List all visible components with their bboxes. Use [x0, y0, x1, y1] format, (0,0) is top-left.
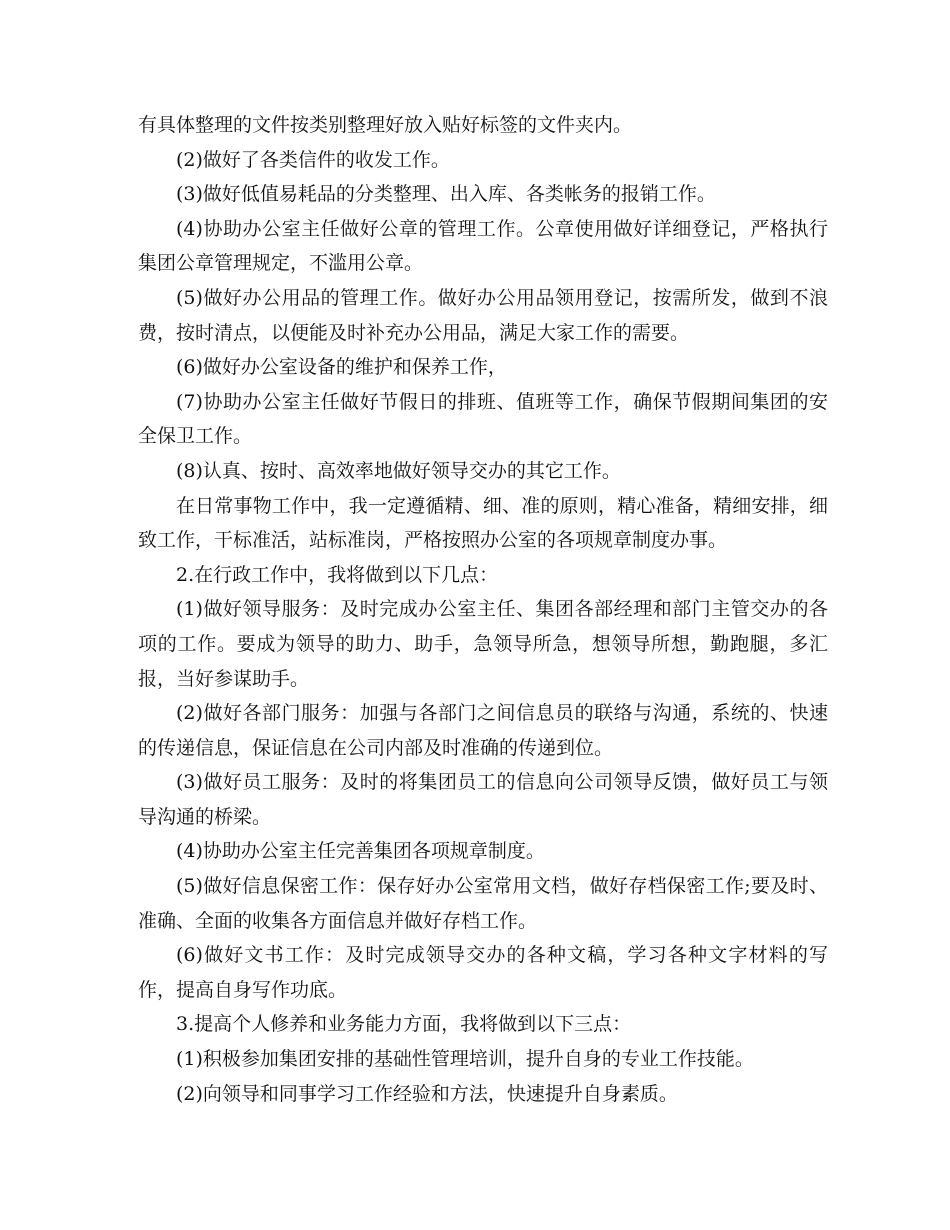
paragraph-12: (2)做好各部门服务：加强与各部门之间信息员的联络与沟通，系统的、快速的传递信息，保证信息在公司内部及时准确的传递到位。: [138, 702, 828, 759]
paragraph-17: 3.提高个人修养和业务能力方面，我将做到以下三点：: [176, 1013, 632, 1036]
paragraph-11: (1)做好领导服务：及时完成办公室主任、集团各部经理和部门主管交办的各项的工作。要成为领导的助力、助手，急领导所急，想领导所想，勤跑腿，多汇报，当好参谋助手。: [138, 598, 828, 690]
paragraph-13: (3)做好员工服务：及时的将集团员工的信息向公司领导反馈，做好员工与领导沟通的桥梁。: [138, 771, 828, 828]
paragraph-4: (4)协助办公室主任做好公章的管理工作。公章使用做好详细登记，严格执行集团公章管理规定，不滥用公章。: [138, 217, 828, 275]
paragraph-3: (3)做好低值易耗品的分类整理、出入库、各类帐务的报销工作。: [176, 183, 716, 206]
paragraph-7: (7)协助办公室主任做好节假日的排班、值班等工作，确保节假期间集团的安全保卫工作。: [138, 390, 828, 448]
paragraph-16: (6)做好文书工作：及时完成领导交办的各种文稿，学习各种文字材料的写作，提高自身写作功底。: [138, 944, 828, 1001]
paragraph-14: (4)协助办公室主任完善集团各项规章制度。: [176, 840, 545, 863]
paragraph-8: (8)认真、按时、高效率地做好领导交办的其它工作。: [176, 459, 621, 482]
document-body: [138, 108, 828, 1111]
paragraph-6: (6)做好办公室设备的维护和保养工作，: [176, 356, 507, 379]
paragraph-15: (5)做好信息保密工作：保存好办公室常用文档，做好存档保密工作;要及时、准确、全面的收集各方面信息并做好存档工作。: [138, 875, 828, 932]
paragraph-18: (1)积极参加集团安排的基础性管理培训，提升自身的专业工作技能。: [176, 1048, 754, 1071]
paragraph-10: 2.在行政工作中，我将做到以下几点：: [176, 563, 499, 586]
paragraph-9: 在日常事物工作中，我一定遵循精、细、准的原则，精心准备，精细安排，细致工作，干标准活，站标准岗，严格按照办公室的各项规章制度办事。: [138, 494, 828, 552]
paragraph-5: (5)做好办公用品的管理工作。做好办公用品领用登记，按需所发，做到不浪费，按时清点，以便能及时补充办公用品，满足大家工作的需要。: [138, 286, 828, 344]
paragraph-1: 有具体整理的文件按类别整理好放入贴好标签的文件夹内。: [138, 114, 633, 136]
paragraph-2: (2)做好了各类信件的收发工作。: [176, 148, 450, 171]
paragraph-19: (2)向领导和同事学习工作经验和方法，快速提升自身素质。: [176, 1082, 678, 1105]
